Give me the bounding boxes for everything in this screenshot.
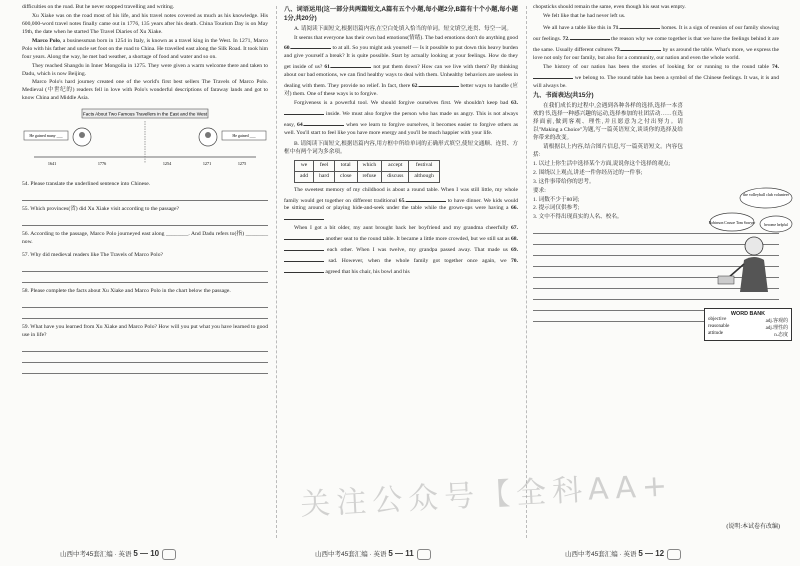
thought-bubble-1 xyxy=(740,188,792,208)
marco-text: , a businessman born in 1254 in Italy, is known as a travel king in the West. In 1271, Marco Polo with his father and uncle set foot on the road to China. He travelled east along the Silk Road. It took him four years. Along the way, he met bad weather, a shortage of food and water and so on. xyxy=(22,37,268,60)
bank-word: hard xyxy=(314,171,335,182)
badge-icon xyxy=(667,549,681,560)
footer-text-2: 山西中考45套汇编 · 英语 xyxy=(315,551,387,559)
blank-num-66: 66. xyxy=(510,205,518,212)
text-a1c: not put them down? How can we live with them? By thinking about our bad emotions, we can find healthy ways to deal with them. Unhealthy behaviors are useless in dealing with them. They provide no relief. In fact, there xyxy=(284,64,518,90)
req-1: 1. 以过上你生活中选择某个方面,说说你这个选择的观点; xyxy=(533,160,671,167)
blank-65[interactable] xyxy=(406,195,446,202)
blank-62[interactable] xyxy=(419,80,459,87)
year-1776: 1776 xyxy=(97,161,107,167)
part-b-instructions: B. 请阅读下面短文,根据语篇内容,用方框中所给单词的正确形式填空,使短文通顺、连贯、方框中有两个词为多余项。 xyxy=(284,140,518,155)
text-c3a: We all have a table like this in xyxy=(543,24,612,31)
answer-line-58b[interactable] xyxy=(22,308,268,319)
word-bank-row xyxy=(708,324,788,331)
footer-right xyxy=(565,549,681,560)
part-a-p1 xyxy=(284,35,518,100)
c3-p1: chopsticks should remain the same, even though his seat was empty. xyxy=(533,4,686,10)
page-column-2 xyxy=(284,4,518,540)
footer-text-1: 山西中考45套汇编 · 英语 xyxy=(60,551,132,559)
c3-p2: We felt like that he had never left us. xyxy=(543,12,626,19)
bubble-text-3: become helpful xyxy=(764,223,788,227)
blank-num-64: 64. xyxy=(297,121,305,128)
blank-num-68: 68. xyxy=(510,236,518,243)
wb-meaning: adj.理性的 xyxy=(765,326,788,331)
text-c3b: homes. It is a sign of reunion of our family showing our feelings. xyxy=(533,24,779,42)
student-head-icon xyxy=(745,237,763,255)
wb-word: objective xyxy=(708,317,727,322)
badge-icon xyxy=(162,549,176,560)
blank-67[interactable] xyxy=(284,233,324,240)
wb-meaning: n.态度 xyxy=(774,333,788,338)
footer-left xyxy=(60,549,176,560)
wb-word: attitude xyxy=(708,331,723,336)
part-b-p1 xyxy=(284,187,518,225)
marco-head-icon xyxy=(205,132,211,138)
question-59: 59. What have you learned from Xu Xiake and Marco Polo? How will you put what you have learned to good use in life? xyxy=(22,323,268,338)
text-a2: Forgiveness is a powerful tool. We should forgive ourselves first. We shouldn't keep bad xyxy=(294,100,509,107)
bank-word: which xyxy=(357,160,382,171)
rule-2: 2. 提示词仅供参考; xyxy=(533,205,580,212)
column-divider-2 xyxy=(526,6,527,538)
text-b2c: each other. When I was twelve, my grandpa passed away. That made us xyxy=(327,247,508,254)
blank-num-70: 70. xyxy=(511,258,518,265)
text-a2b: inside. We must also forgive the person who has made us angry. This is not always easy, xyxy=(284,111,518,128)
req-3: 3. 这件事带给你的思考。 xyxy=(533,178,595,185)
answer-line-59a[interactable] xyxy=(22,341,268,352)
text-a1: It seems that everyone has their own bad emotions(情绪). The bad emotions don't do anything good xyxy=(294,34,518,41)
bank-word: total xyxy=(335,160,358,171)
blank-72[interactable] xyxy=(570,33,610,40)
answer-line-54[interactable] xyxy=(22,190,268,201)
bank-word: we xyxy=(295,160,314,171)
blank-num-71: 71. xyxy=(612,24,620,31)
footer-text-3: 山西中考45套汇编 · 英语 xyxy=(565,551,637,559)
bank-word: accept xyxy=(382,160,409,171)
blank-num-74: 74. xyxy=(772,63,779,70)
blank-num-60: 60. xyxy=(284,45,291,52)
reached-paragraph: They reached Shangdu in Inner Mongolia in 1275. They were given a warm welcome there and taken to Dadu, which is now Beijing. xyxy=(22,62,268,77)
question-57: 57. Why did medieval readers like The Travels of Marco Polo? xyxy=(22,251,164,258)
bank-word: refuse xyxy=(357,171,382,182)
bank-word: although xyxy=(409,171,440,182)
blank-num-67: 67. xyxy=(511,225,518,232)
blank-70[interactable] xyxy=(284,266,324,273)
answer-line-59b[interactable] xyxy=(22,352,268,363)
word-bank-title: WORD BANK xyxy=(730,311,766,317)
answer-line-58a[interactable] xyxy=(22,297,268,308)
text-b1b: to have dinner. We kids would be sitting around or playing hide-and-seek under the table while the grown-ups were having a xyxy=(284,197,518,212)
section-8-title: 八、词语运用(这一部分共两篇短文,A篇有五个小题,每小题2分,B篇有十个小题,每小题1分,共20分) xyxy=(284,6,518,22)
wb-meaning: adj.客观的 xyxy=(765,319,788,324)
year-1641: 1641 xyxy=(47,161,57,167)
blank-num-61: 61. xyxy=(324,64,332,71)
blank-num-65: 65. xyxy=(398,197,406,204)
question-56: 56. According to the passage, Marco Polo journeyed east along ________. And Dadu refers to(指) ________ now. xyxy=(22,231,268,245)
part-b-p2 xyxy=(284,225,518,277)
page-number-2: 5 — 11 xyxy=(388,549,414,559)
blank-num-69: 69. xyxy=(511,247,518,254)
blank-num-72: 72. xyxy=(562,35,570,42)
rule-1: 1. 词数不少于80词; xyxy=(533,196,580,203)
text-a1b: to at all. So you might ask yourself — Is it possible to put down this heavy burden and give yourself a break? It is quite possible. Start by actually looking at your feelings. How do they get inside of us? xyxy=(284,45,518,71)
chart-title: Facts About Two Famous Travellers in the East and the West xyxy=(82,111,208,117)
column-divider-1 xyxy=(276,6,277,538)
blank-69[interactable] xyxy=(284,255,324,262)
answer-line-57b[interactable] xyxy=(22,272,268,283)
bank-row-2 xyxy=(295,171,440,182)
year-1271: 1271 xyxy=(202,161,212,167)
xu-paragraph: Xu Xiake was on the road most of his life, and his travel notes covered as much as his knowledge. His 600,000-word travel notes finally came out in 1776, 135 years after his death. China Tourism Day is on May 19th, the date when he started The Travel Diaries of Xu Xiake. xyxy=(22,12,268,35)
question-54: 54. Please translate the underlined sentence into Chinese. xyxy=(22,181,151,188)
writing-task: 在我们成长的过程中,会遇到各种各样的选择,选择一本喜欢的书,选择一种感兴趣的运动,选择参加的社团活动……在选择面前,做到客观、理性,并且愿意为之付出努力。请以"Making a Choice"为题,写一篇英语短文,谈谈你的选择及给你带来的改变。 xyxy=(533,103,683,141)
blank-num-63: 63. xyxy=(511,100,518,107)
word-bank-row xyxy=(708,331,788,338)
text-c3c: the reason why we come together is that we have the feelings behind it are the same. Usually different cultures xyxy=(533,35,779,53)
part-a-instructions: A. 请阅读下面短文,根据语篇内容,在空白处填入恰当的单词。短文填空,连贯、每空一词。 xyxy=(294,25,513,32)
req-2: 2. 围绕以上观点,讲述一件你经历过的一件事; xyxy=(533,169,643,176)
wb-word: reasonable xyxy=(708,324,730,329)
marco-paragraph xyxy=(22,38,268,62)
blank-63[interactable] xyxy=(284,108,324,115)
blank-73[interactable] xyxy=(621,44,661,51)
rule-3: 3. 文中不得出现真实的人名、校名。 xyxy=(533,214,623,221)
blank-num-62: 62. xyxy=(411,83,419,90)
req-head: 要求: xyxy=(533,187,546,194)
question-55: 55. Which provinces(省) did Xu Xiake visit according to the passage? xyxy=(22,206,179,213)
word-bank-box xyxy=(704,308,792,341)
word-bank-row xyxy=(708,317,788,324)
page-column-1 xyxy=(22,4,268,540)
answer-line-57a[interactable] xyxy=(22,261,268,272)
section-9-title: 九、书面表达(共15分) xyxy=(533,92,594,100)
text-b2: When I got a bit older, my aunt brought back her boyfriend and my grandma cheerfully xyxy=(294,225,509,232)
answer-line-55[interactable] xyxy=(22,215,268,226)
bank-word: festival xyxy=(409,160,440,171)
text-c4b: we belong to. The round table has been a symbol of the Chinese feelings. It was, it is and will always be. xyxy=(533,74,779,89)
c3-p4 xyxy=(533,64,779,91)
bubble-text-2: Robinson Crusoe Tom Sawyer xyxy=(708,221,756,225)
badge-icon xyxy=(417,549,431,560)
text-a2c: when we learn to forgive ourselves, it becomes easier to forgive others as well. You'll start to feel like you have more energy and you'll be much happier with your life. xyxy=(284,121,518,136)
blank-61[interactable] xyxy=(331,61,371,68)
blank-66[interactable] xyxy=(284,213,324,220)
bank-word: discuss xyxy=(382,171,409,182)
footer-middle xyxy=(315,549,431,560)
word-bank-table xyxy=(294,160,440,183)
year-1275: 1275 xyxy=(237,161,247,167)
bank-word: feel xyxy=(314,160,335,171)
part-a-p2 xyxy=(284,100,518,138)
text-b1: The sweetest memory of my childhood is about a round table. When I was still little, my whole family would get together on different traditional xyxy=(284,186,518,204)
blank-71[interactable] xyxy=(620,22,660,29)
intro-text: difficulties on the road. But he never stopped travelling and writing. xyxy=(22,4,175,10)
blank-74[interactable] xyxy=(533,72,573,79)
marco-title: Marco Polo xyxy=(32,37,60,44)
requirements-title: 请根据以上内容,结合图片信息,写一篇英语短文。内容包括: xyxy=(533,143,683,158)
xu-head-icon xyxy=(79,132,85,138)
page-number-3: 5 — 12 xyxy=(638,549,665,559)
year-1254: 1254 xyxy=(162,161,172,167)
text-c4a: The history of our nation has been the stories of looking for or running to the round table xyxy=(543,63,769,70)
bank-word: add xyxy=(295,171,314,182)
book-paragraph: Marco Polo's hard journey created one of the world's first best sellers The Travels of Marco Polo. Medieval (中世纪的) readers fell in love with Polo's wonderful descriptions of faraway lands and got to know China and Middle Asia. xyxy=(22,79,268,102)
page-number-1: 5 — 10 xyxy=(133,549,160,559)
blank-60[interactable] xyxy=(291,42,331,49)
student-cartoon-illustration xyxy=(708,184,794,294)
text-b2d: sad. However, when the whole family got together once again, we xyxy=(328,258,507,265)
text-b2b: another seat to the round table. It became a little more crowded, but we still sat as xyxy=(325,236,510,243)
answer-line-59c[interactable] xyxy=(22,363,268,374)
book-icon xyxy=(718,276,734,284)
text-c3d: by us around the table. What's more, we express the love not only for our family, but also for a community, our nation and even the whole world. xyxy=(533,46,779,61)
c3-p3 xyxy=(533,22,779,63)
question-58: 58. Please complete the facts about Xu Xiake and Marco Polo in the chart below the passage. xyxy=(22,287,231,294)
text-a1d: better ways to handle (应对) them. One of these ways is to forgive. xyxy=(284,83,518,98)
watermark-text: 关注公众号【全科AA+ xyxy=(299,468,674,523)
student-body-icon xyxy=(740,257,768,292)
traveller-chart xyxy=(22,107,268,169)
text-b2e: agreed that his chair, his bowl and his xyxy=(325,269,410,276)
blank-64[interactable] xyxy=(304,119,344,126)
blank-num-73: 73. xyxy=(614,46,622,53)
bank-row-1 xyxy=(295,160,440,171)
bank-word: close xyxy=(335,171,358,182)
bubble-text-1: the volleyball club volunteer xyxy=(743,192,789,197)
blank-68[interactable] xyxy=(284,244,324,251)
chart-right-label: He gained ___ xyxy=(232,133,256,139)
exam-note: (说明:本试卷有改编) xyxy=(726,524,780,530)
chart-left-label: He gained many ___ xyxy=(29,133,63,139)
